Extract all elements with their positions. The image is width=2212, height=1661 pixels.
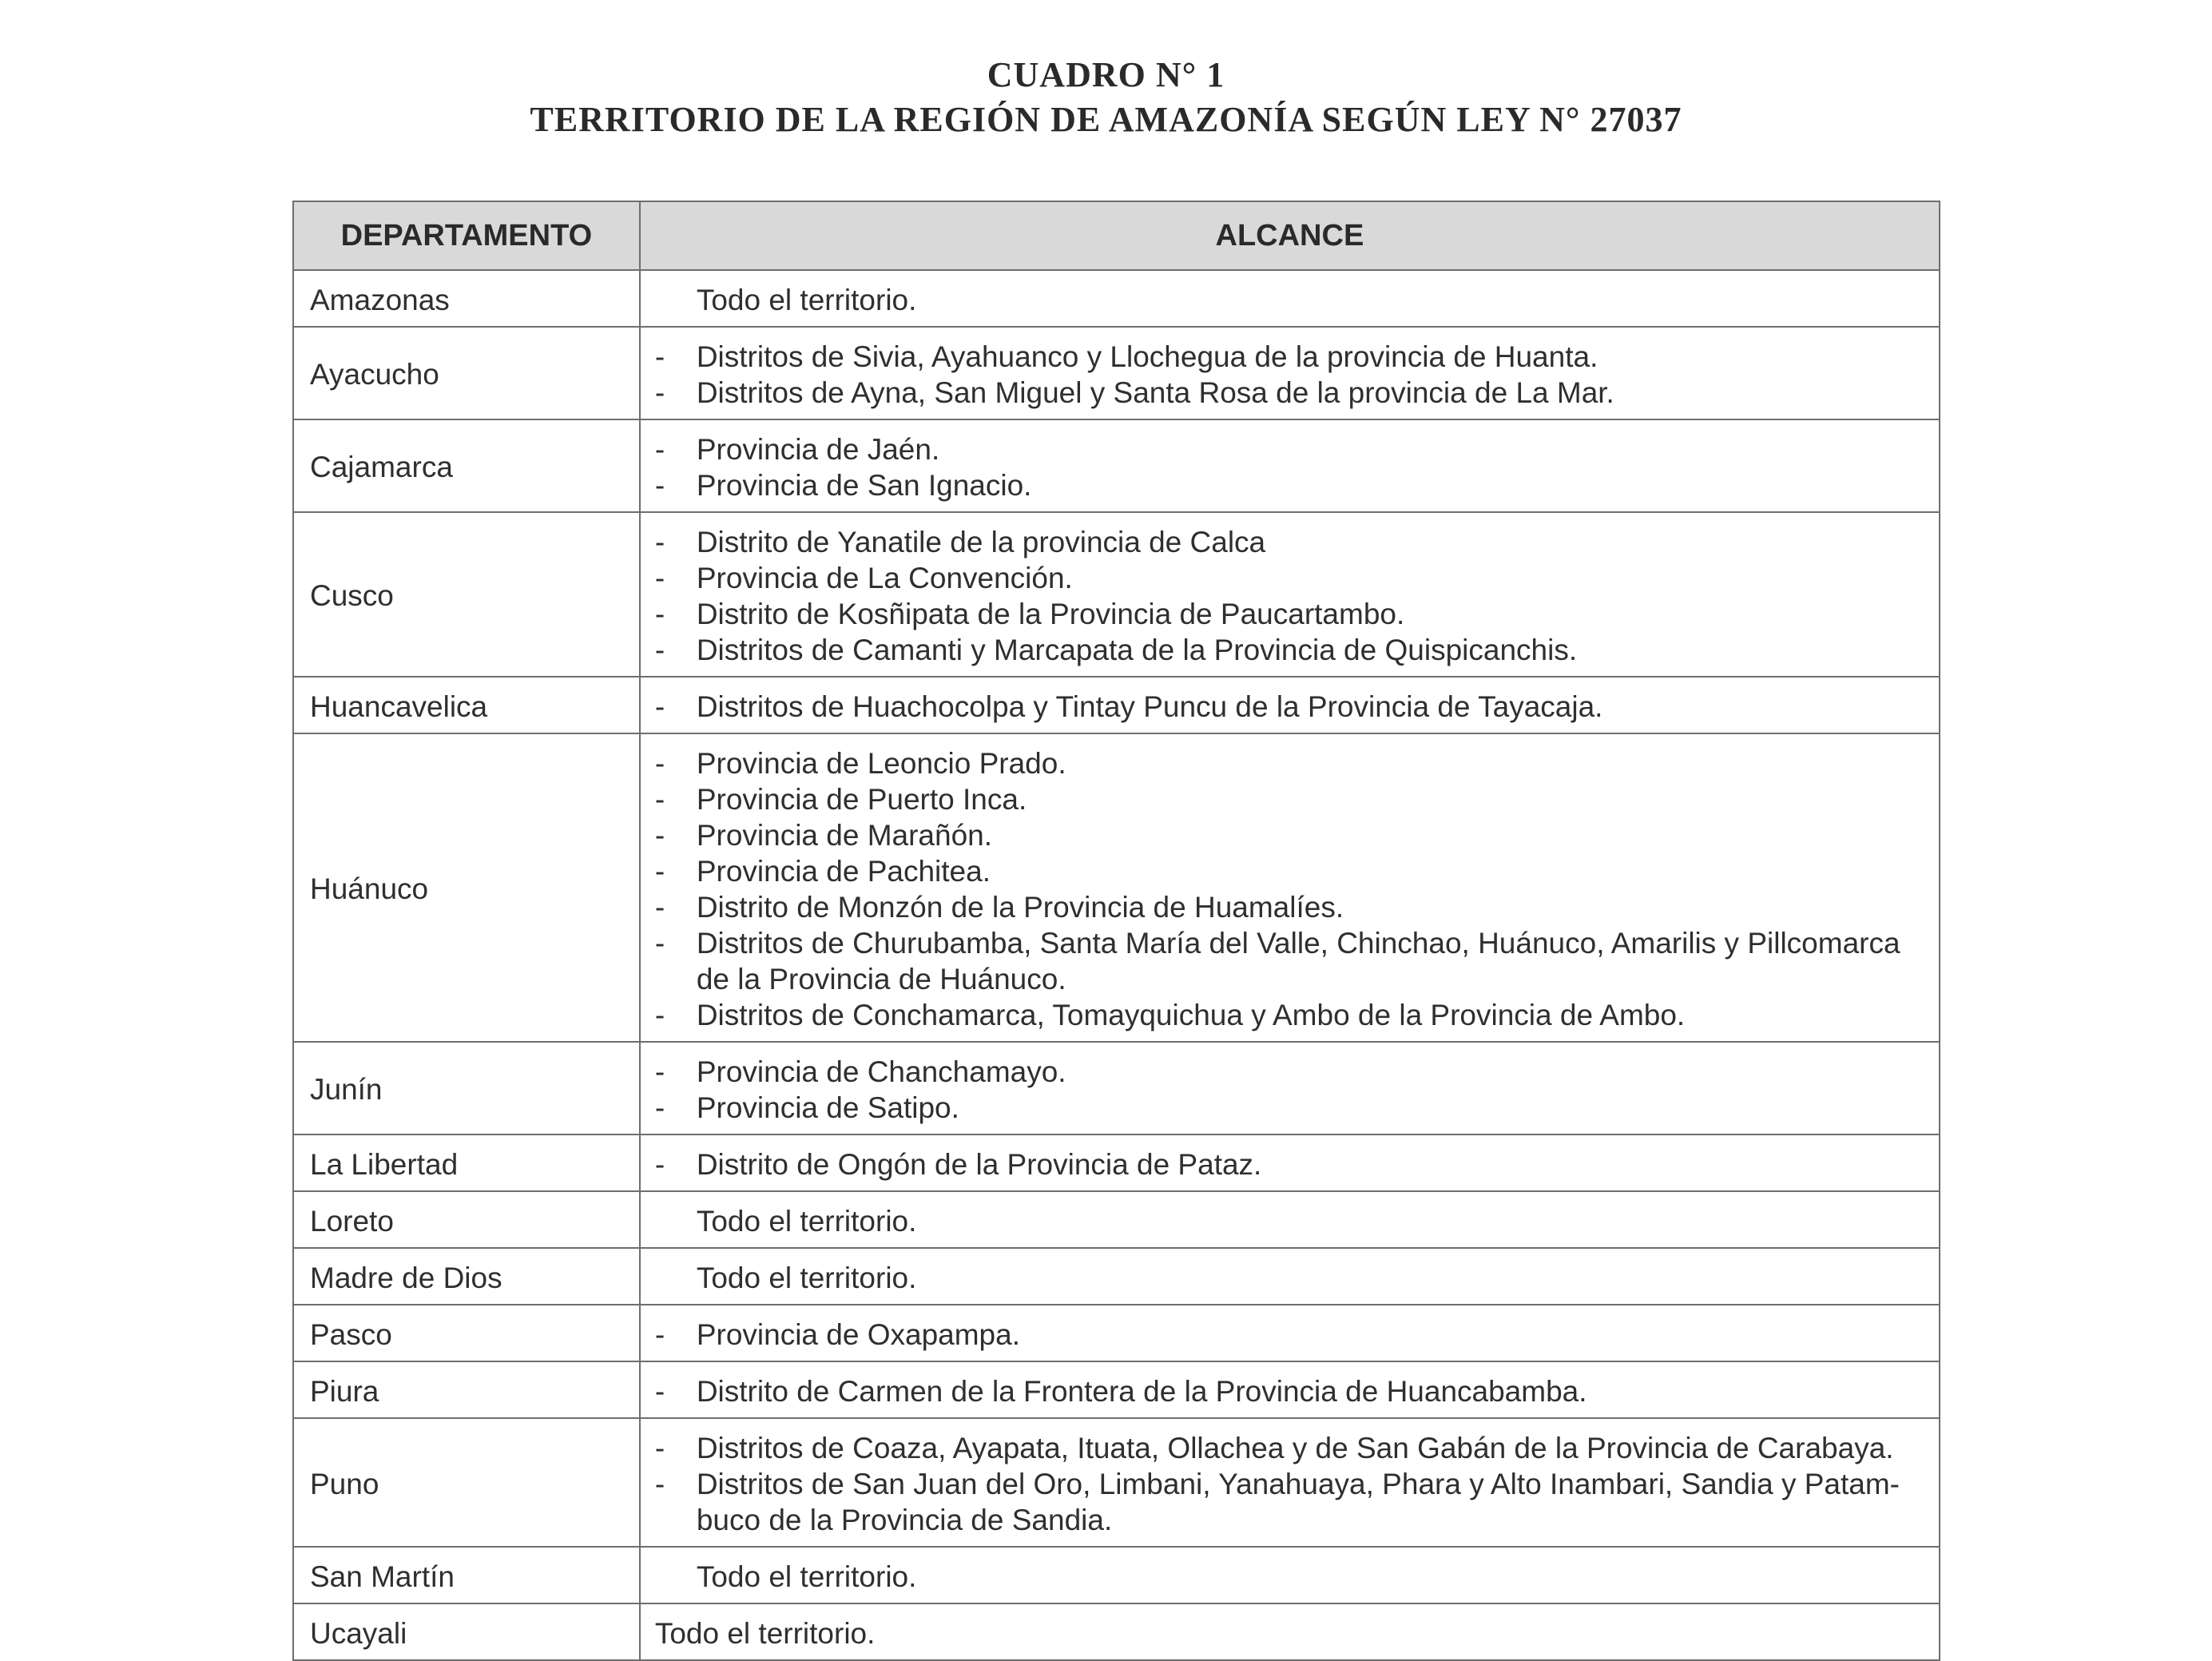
table-header-row	[293, 201, 1940, 270]
scope-item	[641, 431, 1939, 467]
scope-item	[641, 925, 1939, 961]
bullet-dash: -	[654, 690, 665, 723]
scope-item-text: Distritos de San Juan del Oro, Limbani, Yanahuaya, Phara y Alto Inambari, Sandia y Patam-	[696, 1468, 1900, 1500]
bullet-dash: -	[654, 819, 665, 852]
table-row	[293, 1305, 1940, 1361]
department-cell: Huancavelica	[293, 677, 640, 733]
bullet-dash: -	[654, 526, 665, 558]
scope-cell	[640, 270, 1940, 327]
scope-item-text: Distrito de Yanatile de la provincia de Calca	[696, 526, 1266, 558]
scope-item	[641, 1317, 1939, 1353]
scope-cell	[640, 512, 1940, 677]
header-departamento: DEPARTAMENTO	[293, 201, 640, 270]
table-row	[293, 419, 1940, 512]
scope-item	[641, 1430, 1939, 1466]
bullet-dash: -	[654, 1091, 665, 1124]
bullet-dash: -	[654, 1148, 665, 1181]
scope-item	[641, 689, 1939, 725]
table-row	[293, 1418, 1940, 1547]
department-cell: Huánuco	[293, 733, 640, 1042]
scope-item	[641, 282, 1939, 318]
scope-item-text: Provincia de Oxapampa.	[696, 1318, 1020, 1351]
scope-item-text: Distritos de Coaza, Ayapata, Ituata, Ollachea y de San Gabán de la Provincia de Carabaya.	[696, 1432, 1894, 1464]
scope-item-text: Todo el territorio.	[696, 284, 917, 316]
scope-item	[641, 961, 1939, 997]
scope-item-text: Todo el territorio.	[696, 1262, 917, 1294]
department-cell: Junín	[293, 1042, 640, 1134]
scope-item-text: Provincia de La Convención.	[696, 562, 1073, 594]
department-cell: Puno	[293, 1418, 640, 1547]
bullet-dash: -	[654, 999, 665, 1031]
scope-item-text: Provincia de Chanchamayo.	[696, 1055, 1066, 1088]
scope-item-text: Provincia de San Ignacio.	[696, 469, 1032, 502]
scope-item-text: Provincia de Pachitea.	[696, 855, 991, 888]
scope-item	[641, 375, 1939, 411]
territory-table	[292, 201, 1940, 1661]
table-row	[293, 1134, 1940, 1191]
header-alcance: ALCANCE	[640, 201, 1940, 270]
scope-item-text: Todo el territorio.	[696, 1560, 917, 1593]
department-cell: Loreto	[293, 1191, 640, 1248]
scope-item-text: Distritos de Huachocolpa y Tintay Puncu de la Provincia de Tayacaja.	[696, 690, 1603, 723]
scope-cell	[640, 1603, 1940, 1660]
scope-item	[641, 781, 1939, 817]
scope-item	[641, 997, 1939, 1033]
department-cell: Piura	[293, 1361, 640, 1418]
scope-item	[641, 1502, 1939, 1538]
scope-item-text: Distritos de Ayna, San Miguel y Santa Rosa de la provincia de La Mar.	[696, 376, 1614, 409]
scope-item-text: Distritos de Churubamba, Santa María del Valle, Chinchao, Huánuco, Amarilis y Pillcomarca	[696, 927, 1900, 960]
scope-cell	[640, 677, 1940, 733]
bullet-dash: -	[654, 747, 665, 780]
scope-item-text: Provincia de Satipo.	[696, 1091, 959, 1124]
scope-item-text: Distrito de Carmen de la Frontera de la Provincia de Huancabamba.	[696, 1375, 1587, 1408]
bullet-dash: -	[654, 433, 665, 466]
department-cell: Pasco	[293, 1305, 640, 1361]
scope-item-text: Distrito de Kosñipata de la Provincia de Paucartambo.	[696, 598, 1405, 630]
scope-item	[641, 1146, 1939, 1182]
bullet-dash: -	[654, 598, 665, 630]
department-cell: Madre de Dios	[293, 1248, 640, 1305]
table-row	[293, 327, 1940, 419]
bullet-dash: -	[654, 891, 665, 924]
scope-item	[641, 1054, 1939, 1090]
scope-item	[641, 632, 1939, 668]
scope-item-text: Provincia de Marañón.	[696, 819, 993, 852]
bullet-dash: -	[654, 1318, 665, 1351]
department-cell: Cusco	[293, 512, 640, 677]
scope-cell	[640, 1134, 1940, 1191]
scope-item	[641, 1559, 1939, 1595]
scope-item-text: Provincia de Leoncio Prado.	[696, 747, 1066, 780]
scope-item-text: buco de la Provincia de Sandia.	[696, 1504, 1113, 1536]
scope-item	[641, 1090, 1939, 1126]
table-row	[293, 1361, 1940, 1418]
table-row	[293, 1603, 1940, 1660]
department-cell: Ucayali	[293, 1603, 640, 1660]
table-row	[293, 270, 1940, 327]
scope-item	[641, 560, 1939, 596]
scope-cell	[640, 1305, 1940, 1361]
scope-item-text: Distritos de Conchamarca, Tomayquichua y Ambo de la Provincia de Ambo.	[696, 999, 1686, 1031]
table-row	[293, 677, 1940, 733]
scope-item-text: Distrito de Monzón de la Provincia de Huamalíes.	[696, 891, 1344, 924]
table-row	[293, 1191, 1940, 1248]
scope-cell	[640, 733, 1940, 1042]
scope-text: Todo el territorio.	[654, 1617, 876, 1650]
scope-item-text: Distrito de Ongón de la Provincia de Pataz.	[696, 1148, 1262, 1181]
bullet-dash: -	[654, 562, 665, 594]
scope-item-text: Provincia de Jaén.	[696, 433, 940, 466]
scope-item	[641, 1373, 1939, 1409]
scope-cell	[640, 1191, 1940, 1248]
scope-cell	[640, 1361, 1940, 1418]
scope-item-text: Provincia de Puerto Inca.	[696, 783, 1027, 816]
bullet-dash: -	[654, 783, 665, 816]
table-title: CUADRO N° 1	[987, 55, 1225, 94]
scope-item-text: Distritos de Sivia, Ayahuanco y Llochegua de la provincia de Huanta.	[696, 340, 1598, 373]
bullet-dash: -	[654, 376, 665, 409]
bullet-dash: -	[654, 1375, 665, 1408]
department-cell: La Libertad	[293, 1134, 640, 1191]
scope-item	[641, 596, 1939, 632]
scope-item	[641, 339, 1939, 375]
table-row	[293, 733, 1940, 1042]
table-row	[293, 1547, 1940, 1603]
bullet-dash: -	[654, 1432, 665, 1464]
bullet-dash: -	[654, 340, 665, 373]
bullet-dash: -	[654, 469, 665, 502]
bullet-dash: -	[654, 1055, 665, 1088]
department-cell: Amazonas	[293, 270, 640, 327]
scope-item	[641, 1466, 1939, 1502]
scope-cell	[640, 1042, 1940, 1134]
scope-item	[641, 889, 1939, 925]
scope-item	[641, 1260, 1939, 1296]
scope-item	[641, 467, 1939, 503]
scope-item	[641, 817, 1939, 853]
table-row	[293, 1042, 1940, 1134]
scope-cell	[640, 419, 1940, 512]
bullet-dash: -	[654, 855, 665, 888]
table-subtitle: TERRITORIO DE LA REGIÓN DE AMAZONÍA SEGÚN LEY N° 27037	[530, 100, 1682, 139]
scope-item	[641, 1203, 1939, 1239]
bullet-dash: -	[654, 927, 665, 960]
scope-cell	[640, 1248, 1940, 1305]
bullet-dash: -	[654, 1468, 665, 1500]
bullet-dash: -	[654, 634, 665, 666]
table-row	[293, 512, 1940, 677]
scope-item-text: de la Provincia de Huánuco.	[696, 963, 1066, 995]
table-row	[293, 1248, 1940, 1305]
department-cell: Cajamarca	[293, 419, 640, 512]
scope-item	[641, 853, 1939, 889]
department-cell: Ayacucho	[293, 327, 640, 419]
scope-item	[641, 745, 1939, 781]
scope-cell	[640, 1547, 1940, 1603]
scope-cell	[640, 327, 1940, 419]
scope-cell	[640, 1418, 1940, 1547]
scope-item-text: Distritos de Camanti y Marcapata de la Provincia de Quispicanchis.	[696, 634, 1578, 666]
scope-item	[641, 524, 1939, 560]
department-cell: San Martín	[293, 1547, 640, 1603]
scope-item-text: Todo el territorio.	[696, 1205, 917, 1238]
